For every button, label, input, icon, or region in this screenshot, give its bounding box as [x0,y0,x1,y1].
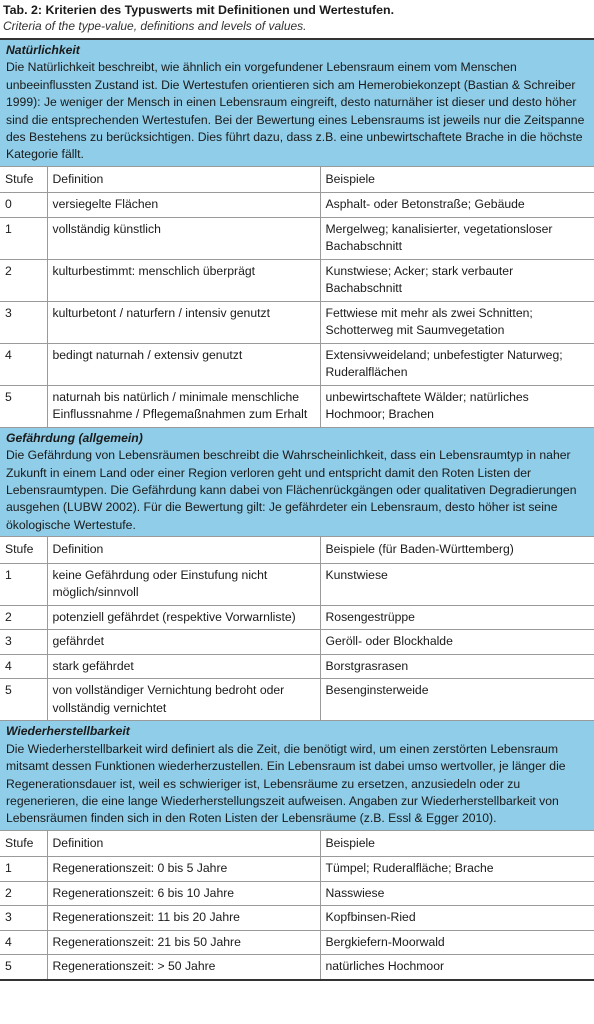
section-row [0,721,594,830]
stufe-cell: 3 [0,906,47,931]
beispiele-cell: unbewirtschaftete Wälder; natürliches Hochmoor; Brachen [320,385,594,427]
stufe-cell: 4 [0,343,47,385]
table-row [0,630,594,655]
beispiele-cell: Mergelweg; kanalisierter, vegetationsloser Bachabschnitt [320,217,594,259]
section-description: Die Wiederherstellbarkeit wird definiert als die Zeit, die benötigt wird, um einen zerstörten Lebensraum mitsamt dessen Funktionen wiederherzustellen. Ein Lebensraum ist dabei umso wertvoller, je länger die Regenerationsdauer ist, weil es schwieriger ist, Lebensräume zu ersetzen, anzusiedeln oder zu regenerieren, die eine lange Wiederherstellungszeit aufweisen. Angaben zur Wiederherstellbarkeit von Lebensräumen finden sich in den Roten Listen der Lebensräume (z.B. Essl & Egger 2010). [6,741,566,826]
beispiele-cell: Fettwiese mit mehr als zwei Schnitten; Schotterweg mit Saumvegetation [320,301,594,343]
table-row [0,385,594,427]
table-row [0,857,594,882]
beispiele-cell: Bergkiefern-Moorwald [320,930,594,955]
table-title: Tab. 2: Kriterien des Typuswerts mit Definitionen und Wertestufen. [3,3,395,17]
section-description: Die Gefährdung von Lebensräumen beschreibt die Wahrscheinlichkeit, dass ein Lebensraumtyp in naher Zukunft in einem Land oder einer Region verloren geht und entspricht damit den Roten Listen der Lebensraumtypen. Die Gefährdung kann dabei von Flächenrückgängen oder qualitativen Degradierungen ausgehen (LUBW 2002). Für die Bewertung gilt: Je gefährdeter ein Lebensraum, desto höher ist seine ökologische Wertestufe. [6,448,577,532]
beispiele-cell: natürliches Hochmoor [320,955,594,980]
table-row [0,259,594,301]
stufe-cell: 0 [0,193,47,218]
definition-cell: keine Gefährdung oder Einstufung nicht möglich/sinnvoll [47,563,320,605]
column-header-beispiele: Beispiele (für Baden-Württemberg) [320,537,594,564]
table-row [0,679,594,721]
stufe-cell: 5 [0,955,47,980]
column-header-beispiele: Beispiele [320,830,594,857]
definition-cell: gefährdet [47,630,320,655]
section-row [0,427,594,536]
column-header-stufe: Stufe [0,166,47,193]
definition-cell: Regenerationszeit: 11 bis 20 Jahre [47,906,320,931]
section-description-cell [0,427,594,536]
table-row [0,343,594,385]
beispiele-cell: Besenginsterweide [320,679,594,721]
definition-cell: potenziell gefährdet (respektive Vorwarnliste) [47,605,320,630]
section-description-cell [0,39,594,166]
stufe-cell: 3 [0,301,47,343]
table-caption [0,0,594,38]
stufe-cell: 5 [0,385,47,427]
stufe-cell: 2 [0,605,47,630]
section-title: Wiederherstellbarkeit [6,724,130,739]
definition-cell: vollständig künstlich [47,217,320,259]
beispiele-cell: Tümpel; Ruderalfläche; Brache [320,857,594,882]
section-description-cell [0,721,594,830]
table-row [0,930,594,955]
beispiele-cell: Rosengestrüppe [320,605,594,630]
table-row [0,881,594,906]
table-row [0,563,594,605]
stufe-cell: 2 [0,259,47,301]
table-row [0,217,594,259]
definition-cell: von vollständiger Vernichtung bedroht oder vollständig vernichtet [47,679,320,721]
stufe-cell: 1 [0,857,47,882]
beispiele-cell: Borstgrasrasen [320,654,594,679]
definition-cell: stark gefährdet [47,654,320,679]
stufe-cell: 3 [0,630,47,655]
definition-cell: Regenerationszeit: 0 bis 5 Jahre [47,857,320,882]
stufe-cell: 1 [0,563,47,605]
definition-cell: kulturbetont / naturfern / intensiv genutzt [47,301,320,343]
table-row [0,193,594,218]
stufe-cell: 4 [0,654,47,679]
column-header-stufe: Stufe [0,830,47,857]
section-title: Gefährdung (allgemein) [6,430,143,445]
header-row [0,537,594,564]
section-title: Natürlichkeit [6,43,80,57]
stufe-cell: 2 [0,881,47,906]
section-row [0,39,594,166]
criteria-table [0,38,594,981]
table-row [0,605,594,630]
beispiele-cell: Kunstwiese; Acker; stark verbauter Bachabschnitt [320,259,594,301]
beispiele-cell: Extensivweideland; unbefestigter Naturweg; Ruderalflächen [320,343,594,385]
stufe-cell: 5 [0,679,47,721]
header-row [0,166,594,193]
table-row [0,906,594,931]
column-header-beispiele: Beispiele [320,166,594,193]
table-subtitle: Criteria of the type-value, definitions and levels of values. [3,19,307,33]
stufe-cell: 1 [0,217,47,259]
column-header-definition: Definition [47,537,320,564]
table-row [0,955,594,980]
table-row [0,654,594,679]
definition-cell: Regenerationszeit: > 50 Jahre [47,955,320,980]
definition-cell: Regenerationszeit: 6 bis 10 Jahre [47,881,320,906]
beispiele-cell: Asphalt- oder Betonstraße; Gebäude [320,193,594,218]
definition-cell: Regenerationszeit: 21 bis 50 Jahre [47,930,320,955]
table-row [0,301,594,343]
beispiele-cell: Kopfbinsen-Ried [320,906,594,931]
definition-cell: kulturbestimmt: menschlich überprägt [47,259,320,301]
beispiele-cell: Nasswiese [320,881,594,906]
column-header-definition: Definition [47,166,320,193]
definition-cell: bedingt naturnah / extensiv genutzt [47,343,320,385]
beispiele-cell: Kunstwiese [320,563,594,605]
beispiele-cell: Geröll- oder Blockhalde [320,630,594,655]
stufe-cell: 4 [0,930,47,955]
definition-cell: versiegelte Flächen [47,193,320,218]
section-description: Die Natürlichkeit beschreibt, wie ähnlich ein vorgefundener Lebensraum einem vom Menschen unbeeinflussten Zustand ist. Die Wertestufen orientieren sich am Hemerobiekonzept (Bastian & Schreiber 1999): Je weniger der Mensch in einen Lebensraum eingreift, desto naturnäher ist dieser und desto höher sind die entsprechenden Wertestufen. Bei der Bewertung eines Lebensraums ist jeweils nur die Zeitspanne des Bestehens zu berücksichtigen. Dies führt dazu, dass z.B. eine unbewirtschaftete Brache in die höchste Kategorie fällt. [6,60,585,162]
definition-cell: naturnah bis natürlich / minimale menschliche Einflussnahme / Pflegemaßnahmen zum Erhalt [47,385,320,427]
header-row [0,830,594,857]
column-header-stufe: Stufe [0,537,47,564]
column-header-definition: Definition [47,830,320,857]
